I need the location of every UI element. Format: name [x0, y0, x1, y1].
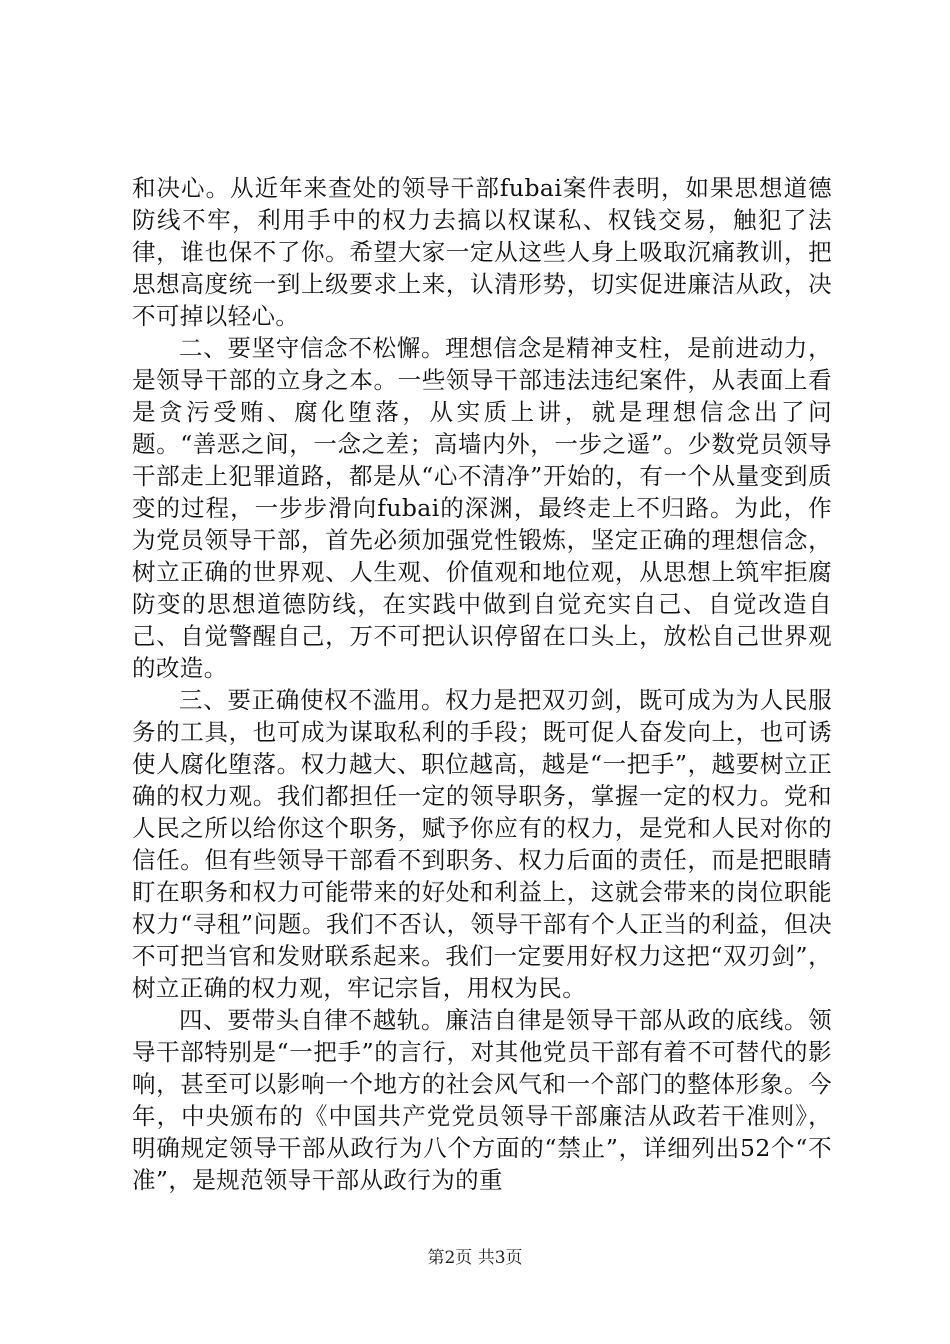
paragraph-continuation: 和决心。从近年来查处的领导干部fubai案件表明，如果思想道德防线不牢，利用手中的权力去搞以权谋私、权钱交易，触犯了法律，谁也保不了你。希望大家一定从这些人身上吸取沉痛教训，把思想高度统一到上级要求上来，认清形势，切实促进廉洁从政，决不可掉以轻心。	[132, 174, 832, 330]
paragraph-section-3: 三、要正确使权不滥用。权力是把双刃剑，既可成为为人民服务的工具，也可成为谋取私利的手段；既可促人奋发向上，也可诱使人腐化堕落。权力越大、职位越高，越是“一把手”，越要树立正确的权力观。我们都担任一定的领导职务，掌握一定的权力。党和人民之所以给你这个职务，赋予你应有的权力，是党和人民对你的信任。但有些领导干部看不到职务、权力后面的责任，而是把眼睛盯在职务和权力可能带来的好处和利益上，这就会带来的岗位职能权力“寻租”问题。我们不否认，领导干部有个人正当的利益，但决不可把当官和发财联系起来。我们一定要用好权力这把“双刃剑”，树立正确的权力观，牢记宗旨，用权为民。	[132, 686, 832, 1002]
page-number-label: 第2页 共3页	[427, 1248, 523, 1268]
page-footer	[0, 1243, 950, 1268]
paragraph-section-4: 四、要带头自律不越轨。廉洁自律是领导干部从政的底线。领导干部特别是“一把手”的言行，对其他党员干部有着不可替代的影响，甚至可以影响一个地方的社会风气和一个部门的整体形象。今年，中央颁布的《中国共产党党员领导干部廉洁从政若干准则》，明确规定领导干部从政行为八个方面的“禁止”，详细列出52个“不准”，是规范领导干部从政行为的重	[132, 1006, 832, 1194]
document-body	[132, 172, 832, 1196]
paragraph-section-2: 二、要坚守信念不松懈。理想信念是精神支柱，是前进动力，是领导干部的立身之本。一些领导干部违法违纪案件，从表面上看是贪污受贿、腐化堕落，从实质上讲，就是理想信念出了问题。“善恶之间，一念之差；高墙内外，一步之遥”。少数党员领导干部走上犯罪道路，都是从“心不清净”开始的，有一个从量变到质变的过程，一步步滑向fubai的深渊，最终走上不归路。为此，作为党员领导干部，首先必须加强党性锻炼，坚定正确的理想信念，树立正确的世界观、人生观、价值观和地位观，从思想上筑牢拒腐防变的思想道德防线，在实践中做到自觉充实自己、自觉改造自己、自觉警醒自己，万不可把认识停留在口头上，放松自己世界观的改造。	[132, 334, 832, 682]
